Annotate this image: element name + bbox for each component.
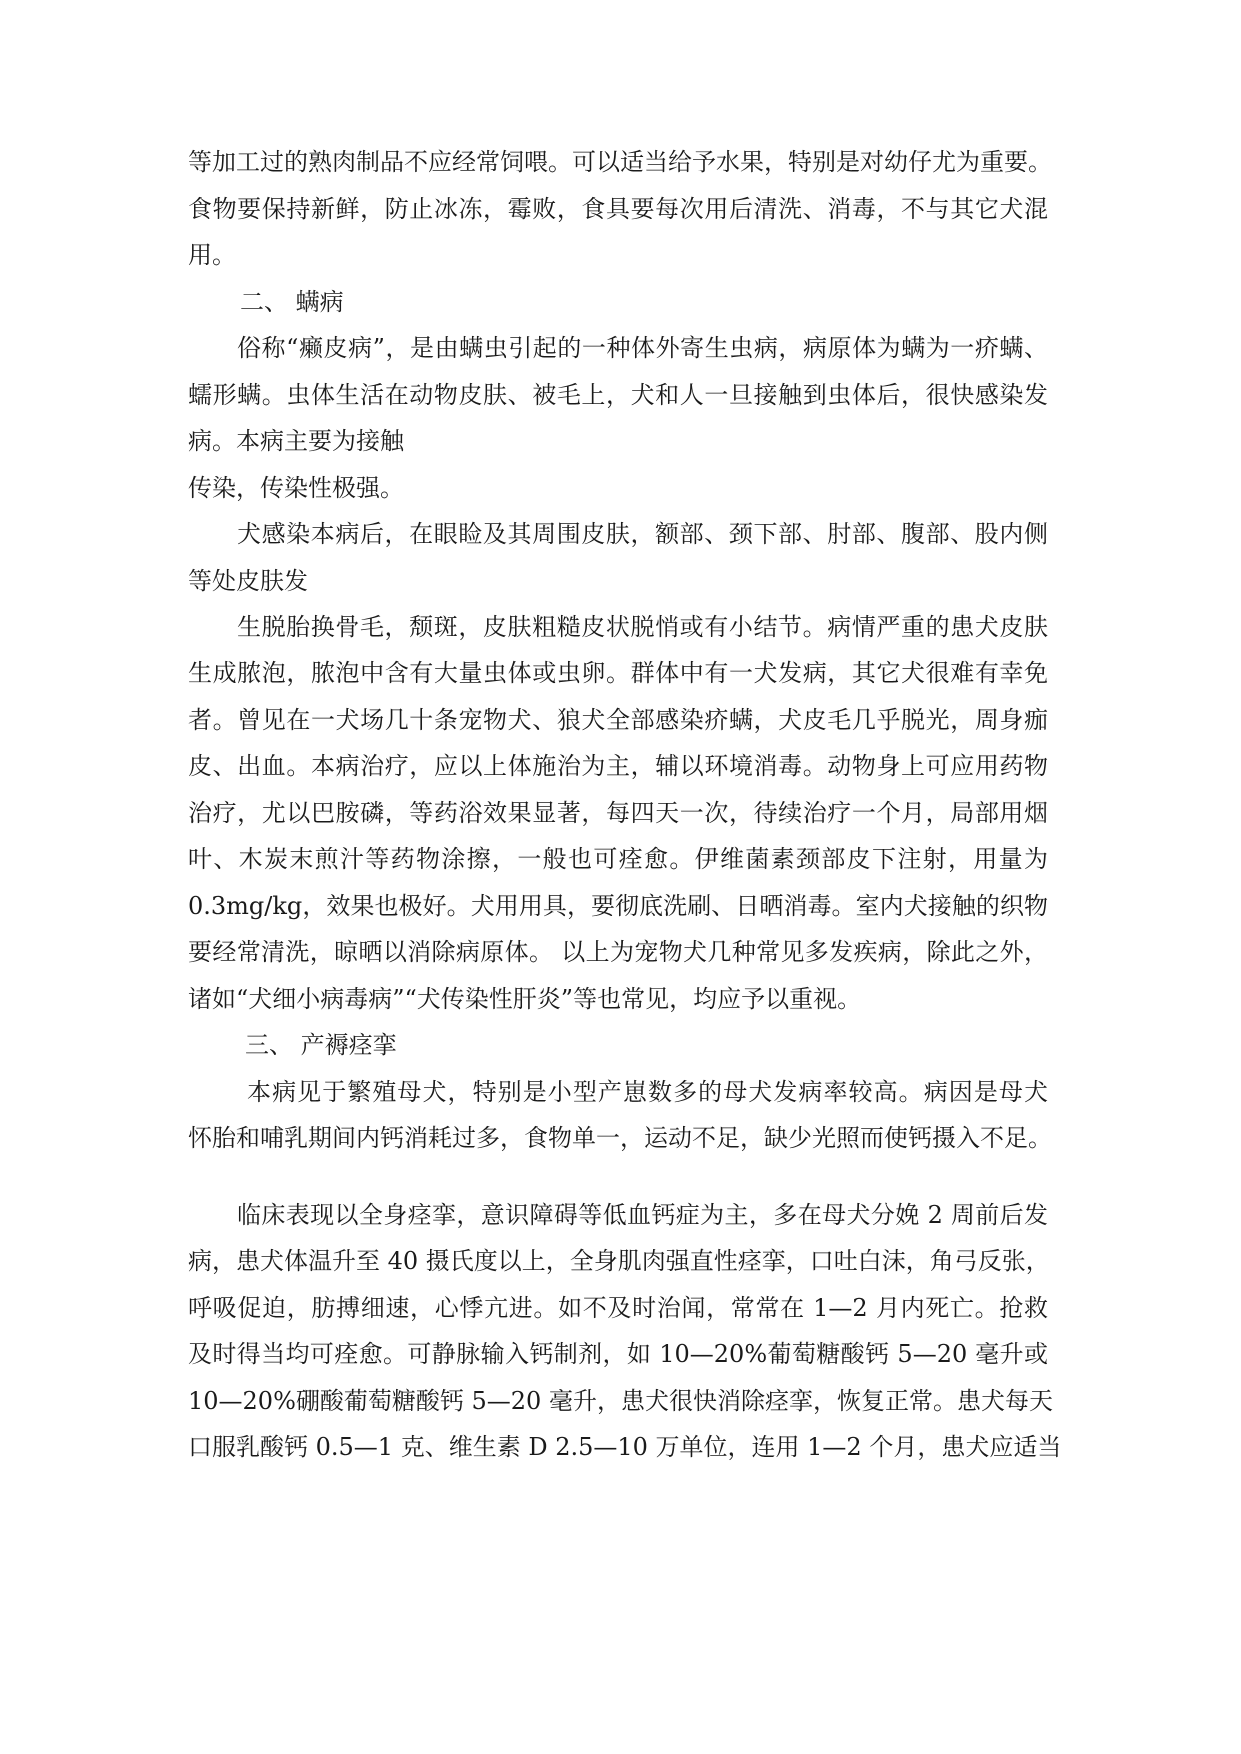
text-line: 及时得当均可痊愈。可静脉输入钙制剂，如 10—20%葡萄糖酸钙 5—20 毫升或	[188, 1340, 1048, 1368]
text-line: 要经常清洗，晾晒以消除病原体。 以上为宠物犬几种常见多发疾病，除此之外，	[188, 938, 1048, 966]
text-line: 口服乳酸钙 0.5—1 克、维生素 D 2.5—10 万单位，连用 1—2 个月，患犬应适当	[188, 1433, 1062, 1461]
text-line: 叶、木炭末煎汁等药物涂擦，一般也可痊愈。伊维菌素颈部皮下注射，用量为	[188, 845, 1048, 873]
text-line: 呼吸促迫，肪搏细速，心悸亢进。如不及时治闻，常常在 1—2 月内死亡。抢救	[188, 1294, 1048, 1322]
text-line: 生成脓泡，脓泡中含有大量虫体或虫卵。群体中有一犬发病，其它犬很难有幸免	[188, 659, 1048, 687]
text-line: 生脱胎换骨毛，颓斑，皮肤粗糙皮状脱悄或有小结节。病情严重的患犬皮肤	[237, 613, 1048, 641]
text-line: 用。	[188, 241, 236, 269]
text-line: 传染，传染性极强。	[188, 474, 404, 502]
text-line: 犬感染本病后，在眼睑及其周围皮肤，额部、颈下部、肘部、腹部、股内侧	[237, 520, 1048, 548]
text-line: 10—20%硼酸葡萄糖酸钙 5—20 毫升，患犬很快消除痉挛，恢复正常。患犬每天	[188, 1387, 1053, 1415]
text-line: 者。曾见在一犬场几十条宠物犬、狼犬全部感染疥螨，犬皮毛几乎脱光，周身痂	[188, 706, 1048, 734]
text-line: 俗称“癞皮病”，是由螨虫引起的一种体外寄生虫病，病原体为螨为一疥螨、	[237, 334, 1048, 362]
text-line: 病，患犬体温升至 40 摄氏度以上，全身肌肉强直性痉挛，口吐白沫，角弓反张，	[188, 1247, 1050, 1275]
text-line: 等处皮肤发	[188, 567, 308, 595]
text-line: 蠕形螨。虫体生活在动物皮肤、被毛上，犬和人一旦接触到虫体后，很快感染发	[188, 381, 1048, 409]
text-line: 诸如“犬细小病毒病”“犬传染性肝炎”等也常见，均应予以重视。	[188, 985, 862, 1013]
text-line: 等加工过的熟肉制品不应经常饲喂。可以适当给予水果，特别是对幼仔尤为重要。	[188, 148, 1052, 176]
text-line: 怀胎和哺乳期间内钙消耗过多，食物单一，运动不足，缺少光照而使钙摄入不足。	[188, 1124, 1052, 1152]
text-line: 治疗，尤以巴胺磷，等药浴效果显著，每四天一次，待续治疗一个月，局部用烟	[188, 799, 1048, 827]
section-heading: 二、 螨病	[240, 288, 344, 316]
section-heading: 三、 产褥痉挛	[245, 1031, 397, 1059]
text-line: 临床表现以全身痉挛，意识障碍等低血钙症为主，多在母犬分娩 2 周前后发	[237, 1201, 1048, 1229]
text-line: 0.3mg/kg，效果也极好。犬用用具，要彻底洗刷、日晒消毒。室内犬接触的织物	[188, 892, 1048, 920]
text-line: 本病见于繁殖母犬，特别是小型产崽数多的母犬发病率较高。病因是母犬	[247, 1078, 1048, 1106]
text-line: 病。本病主要为接触	[188, 427, 404, 455]
text-line: 皮、出血。本病治疗，应以上体施治为主，辅以环境消毒。动物身上可应用药物	[188, 752, 1048, 780]
text-line: 食物要保持新鲜，防止冰冻，霉败，食具要每次用后清洗、消毒，不与其它犬混	[188, 195, 1048, 223]
